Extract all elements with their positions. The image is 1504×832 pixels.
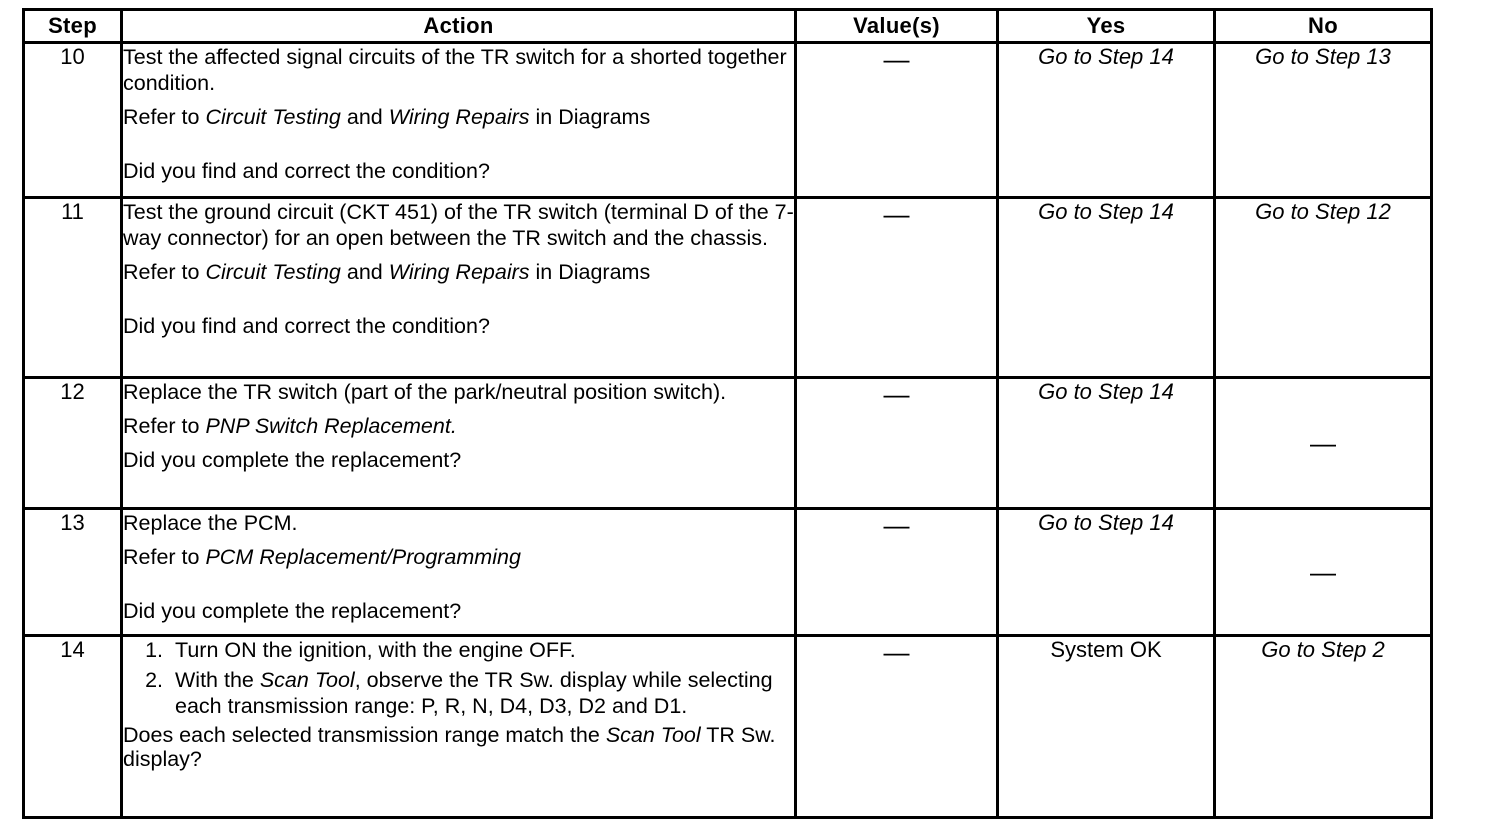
yes-goto-link[interactable]: Go to Step 14 [1038,379,1174,404]
no-cell [1215,43,1432,198]
header-values: Value(s) [796,10,998,43]
yes-result: System OK [1050,637,1162,662]
table-row [24,509,1432,636]
action-text: Replace the PCM. [123,511,298,535]
yes-cell [998,509,1215,636]
table-row [24,378,1432,509]
value-cell: — [796,509,998,636]
value-cell: — [796,43,998,198]
yes-goto-link[interactable]: Go to Step 14 [1038,199,1174,224]
value-cell: — [796,198,998,378]
step-number: 13 [24,509,122,636]
reference-text: Refer to PCM Replacement/Programming [123,545,521,569]
yes-goto-link[interactable]: Go to Step 14 [1038,510,1174,535]
header-no: No [1215,10,1432,43]
action-cell [122,198,796,378]
diagnostic-table [22,8,1433,819]
action-text: Test the ground circuit (CKT 451) of the TR switch (terminal D of the 7-way connector) for an open between the TR switch and the chassis. [123,200,794,250]
header-row [24,10,1432,43]
reference-text: Refer to Circuit Testing and Wiring Repairs in Diagrams [123,105,651,129]
question-text: Did you find and correct the condition? [123,159,490,183]
reference-link[interactable]: Circuit Testing [205,260,341,284]
no-goto-link[interactable]: Go to Step 13 [1255,44,1391,69]
action-cell [122,509,796,636]
step-number: 14 [24,636,122,818]
yes-cell [998,378,1215,509]
table-row [24,43,1432,198]
list-item: 1. Turn ON the ignition, with the engine OFF. [145,638,576,662]
no-cell: — [1215,378,1432,509]
step-number: 10 [24,43,122,198]
question-text: Does each selected transmission range match the Scan Tool TR Sw. display? [123,723,776,771]
header-action: Action [122,10,796,43]
yes-cell [998,43,1215,198]
no-cell: — [1215,509,1432,636]
reference-link[interactable]: Wiring Repairs [388,260,530,284]
list-item: 2. With the Scan Tool, observe the TR Sw. display while selecting each transmission range: P, R, N, D4, D3, D2 and D1. [145,668,773,718]
action-cell [122,378,796,509]
header-step: Step [24,10,122,43]
reference-link[interactable]: Wiring Repairs [388,105,530,129]
yes-cell [998,636,1215,818]
header-yes: Yes [998,10,1215,43]
action-cell [122,636,796,818]
step-number: 12 [24,378,122,509]
step-number: 11 [24,198,122,378]
value-cell: — [796,378,998,509]
action-cell [122,43,796,198]
reference-link[interactable]: Circuit Testing [205,105,341,129]
no-goto-link[interactable]: Go to Step 2 [1261,637,1385,662]
table-row [24,198,1432,378]
value-cell: — [796,636,998,818]
question-text: Did you complete the replacement? [123,448,462,472]
action-text: Test the affected signal circuits of the TR switch for a shorted together condition. [123,45,787,95]
reference-text: Refer to PNP Switch Replacement. [123,414,457,438]
reference-text: Refer to Circuit Testing and Wiring Repairs in Diagrams [123,260,651,284]
reference-link[interactable]: PNP Switch Replacement. [205,414,457,438]
question-text: Did you find and correct the condition? [123,314,490,338]
yes-cell [998,198,1215,378]
question-text: Did you complete the replacement? [123,599,462,623]
no-cell [1215,636,1432,818]
action-text: Replace the TR switch (part of the park/neutral position switch). [123,380,727,404]
table-row [24,636,1432,818]
yes-goto-link[interactable]: Go to Step 14 [1038,44,1174,69]
reference-link[interactable]: PCM Replacement/Programming [205,545,521,569]
no-cell [1215,198,1432,378]
no-goto-link[interactable]: Go to Step 12 [1255,199,1391,224]
